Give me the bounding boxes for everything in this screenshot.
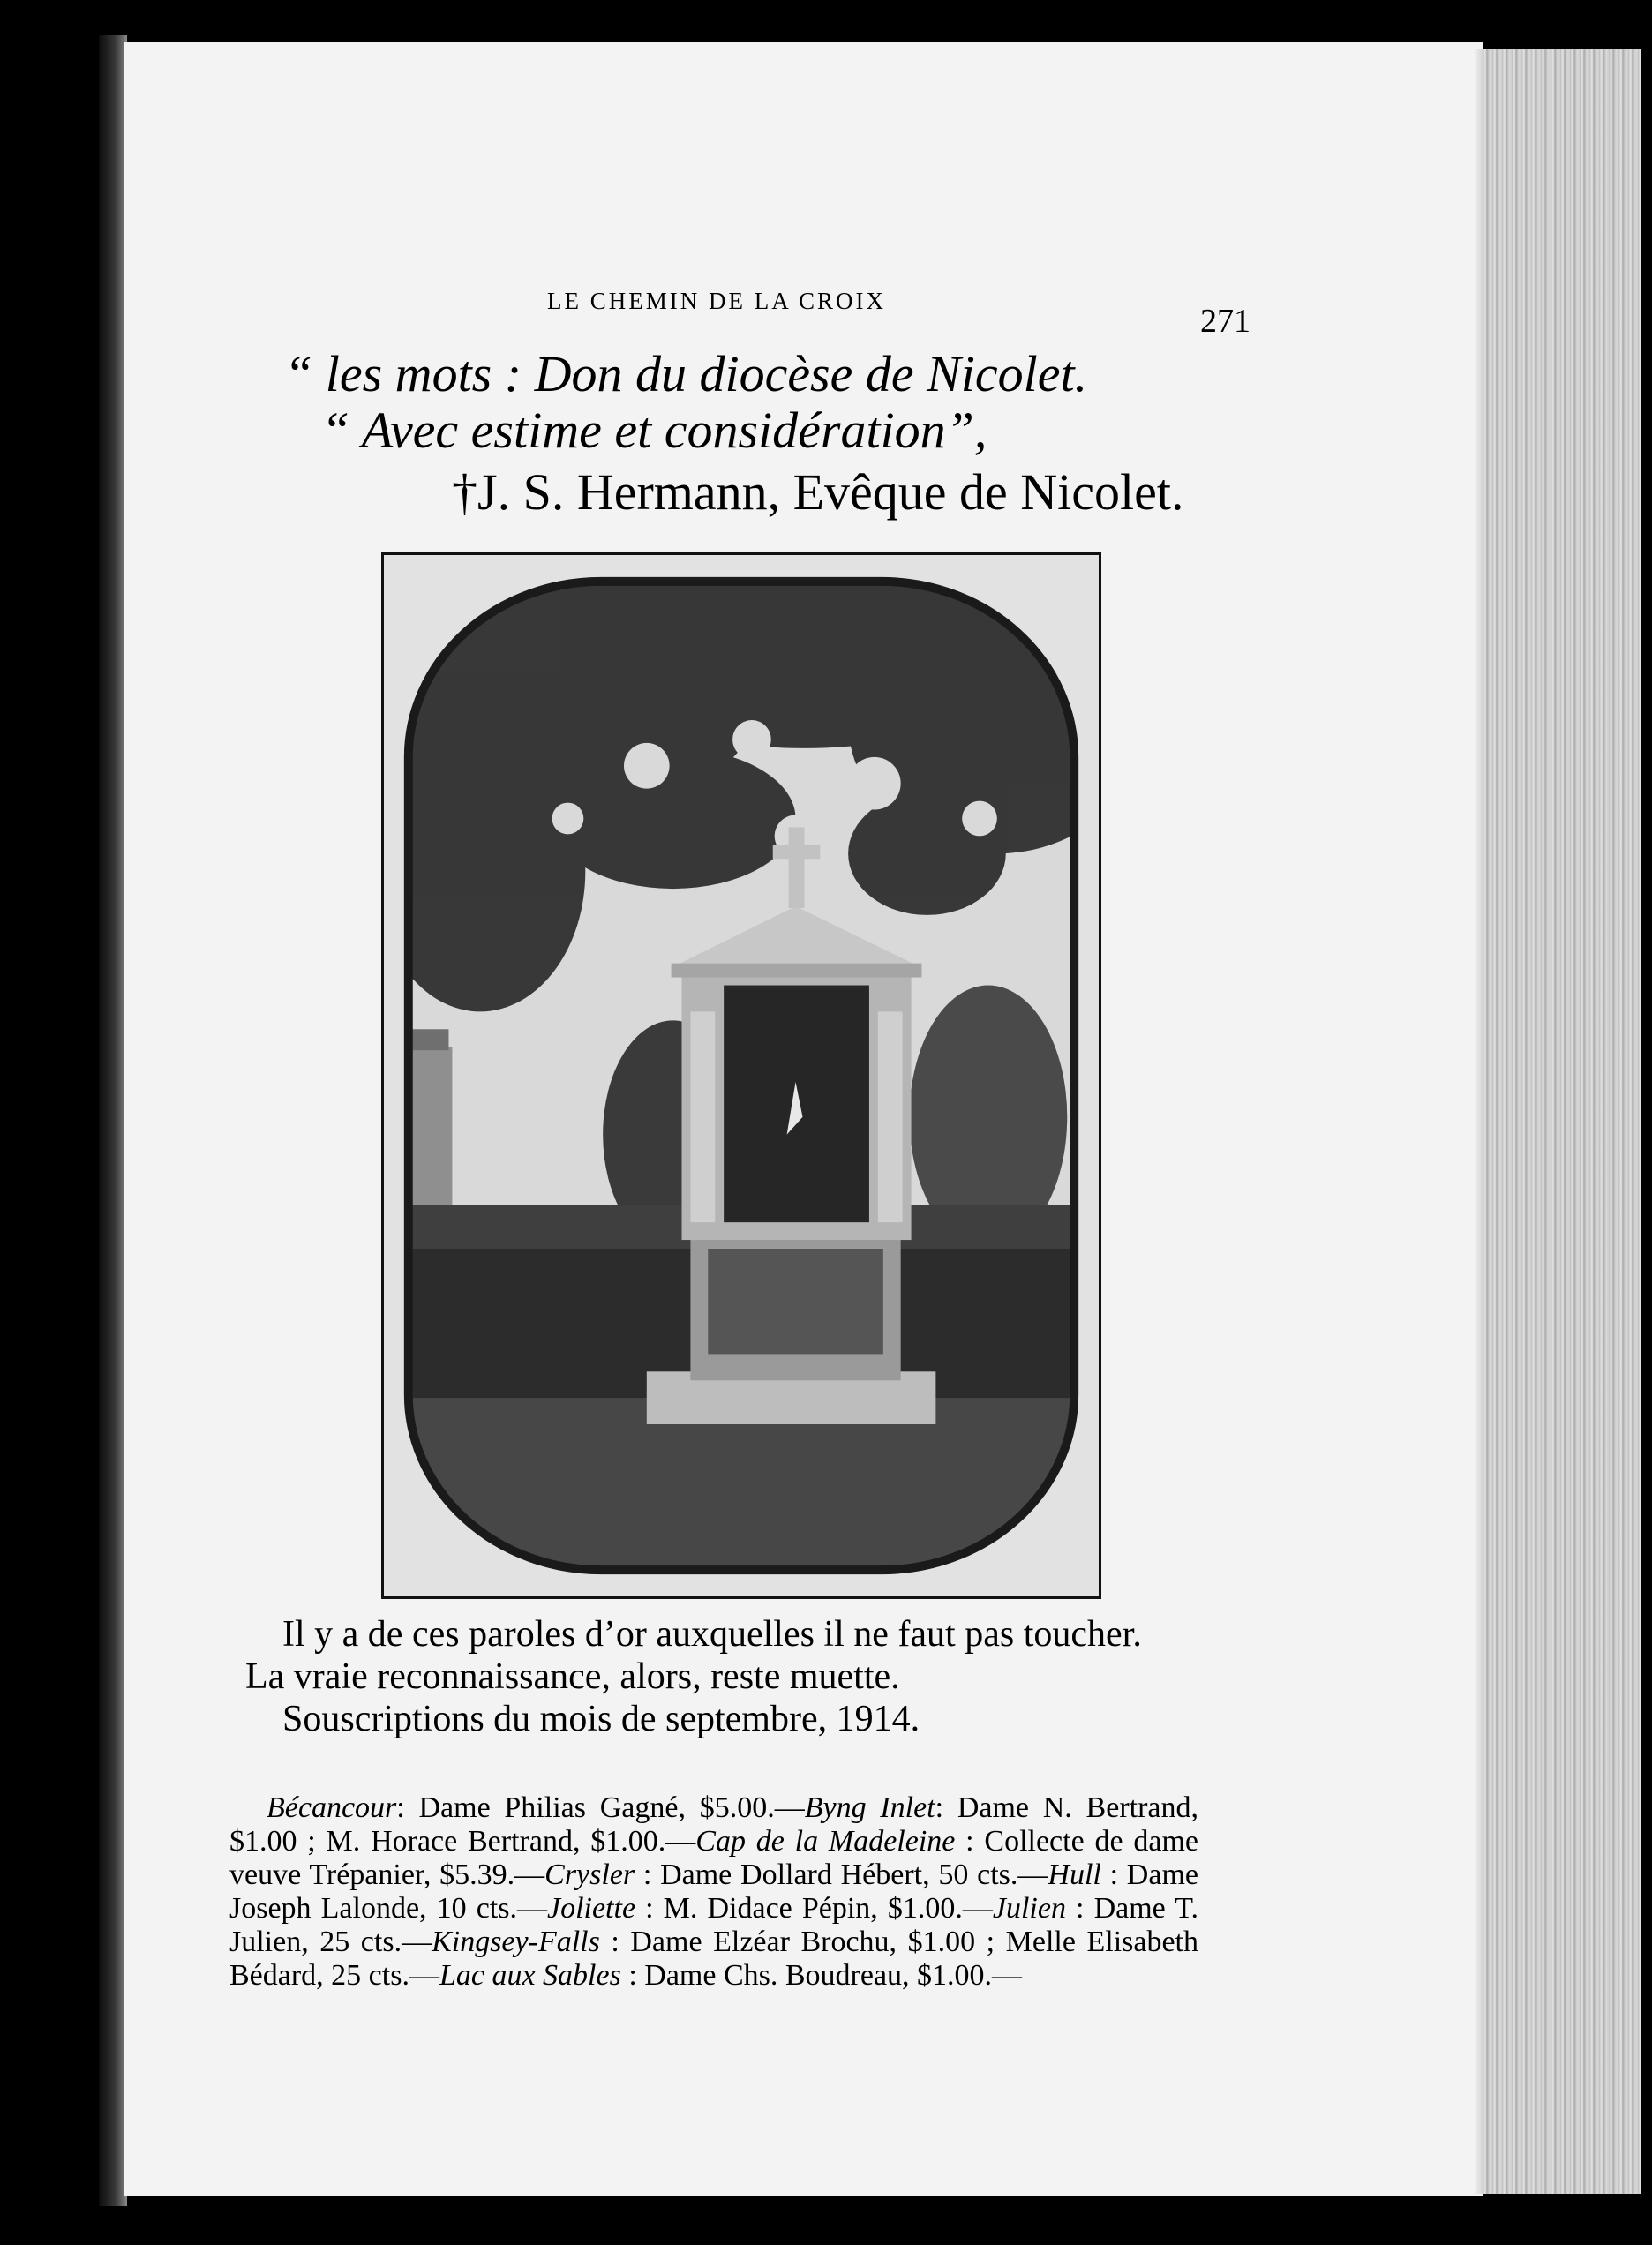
subscription-place: Joliette	[546, 1892, 636, 1925]
subscription-entry: : Dame T. Julien, 25 cts.—	[229, 1892, 1198, 1958]
subscription-place: Julien	[992, 1892, 1066, 1925]
quote-line-1: “ les mots : Don du diocèse de Nicolet.	[284, 345, 1088, 402]
subscription-entry: : Collecte de dame veuve Trépanier, $5.39.—	[229, 1825, 1198, 1891]
monument-photo	[381, 552, 1101, 1599]
running-title: LE CHEMIN DE LA CROIX	[547, 288, 886, 314]
page-number: 271	[1200, 303, 1250, 340]
paragraph-line-2: La vraie reconnaissance, alors, reste muette.	[245, 1656, 900, 1697]
subscription-entry: : Dame Elzéar Brochu, $1.00 ; Melle Elisabeth Bédard, 25 cts.—	[229, 1926, 1198, 1992]
subscription-place: Byng Inlet	[804, 1791, 935, 1824]
dedication-quote	[284, 346, 1087, 459]
subscription-place: Kingsey-Falls	[432, 1926, 600, 1958]
subscription-entry: : Dame N. Bertrand, $1.00 ; M. Horace Bertrand, $1.00.—	[229, 1791, 1198, 1858]
monument-photo-illustration	[384, 555, 1099, 1596]
quote-line-2: “ Avec estime et considération”,	[321, 402, 987, 459]
book-page-edges	[1483, 49, 1641, 2194]
subscription-entry: : Dame Chs. Boudreau, $1.00.—	[620, 1959, 1023, 1992]
paragraph-line-3: Souscriptions du mois de septembre, 1914.	[282, 1699, 920, 1739]
subscription-place: Hull	[1048, 1858, 1101, 1891]
subscription-place: Lac aux Sables	[439, 1959, 621, 1992]
subscription-entry: : M. Didace Pépin, $1.00.—	[635, 1892, 993, 1925]
subscription-entry: : Dame Dollard Hébert, 50 cts.—	[635, 1858, 1048, 1891]
signature: †J. S. Hermann, Evêque de Nicolet.	[452, 463, 1184, 521]
closing-paragraph	[245, 1613, 1225, 1740]
subscription-place: Cap de la Madeleine	[695, 1825, 956, 1858]
subscription-place: Crysler	[544, 1858, 635, 1891]
subscription-place: Bécancour	[267, 1791, 397, 1824]
subscription-entry: : Dame Philias Gagné, $5.00.—	[396, 1791, 805, 1824]
subscriptions-list	[229, 1791, 1198, 1993]
paragraph-line-1: Il y a de ces paroles d’or auxquelles il ne faut pas toucher.	[282, 1614, 1142, 1655]
subscription-entry: : Dame Joseph Lalonde, 10 cts.—	[229, 1858, 1198, 1925]
